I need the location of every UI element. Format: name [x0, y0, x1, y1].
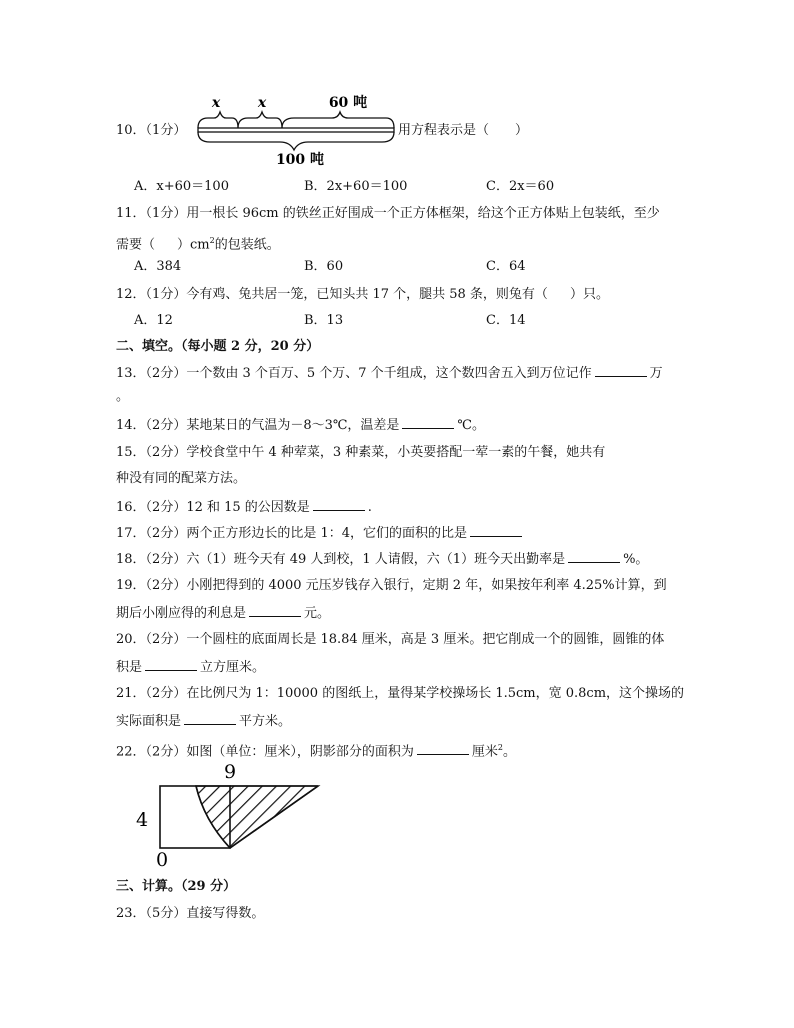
q20-answer-blank[interactable]	[145, 658, 197, 671]
q22-answer-blank[interactable]	[417, 742, 469, 755]
q10-tail: 用方程表示是（ ）	[398, 123, 529, 138]
q22-label-0: 0	[155, 849, 169, 870]
q16-answer-blank[interactable]	[313, 498, 365, 511]
q14-line: 14．（2分）某地某日的气温为－8～3℃，温差是 ℃。	[116, 418, 485, 433]
q10-number: 10．（1分）	[116, 123, 187, 138]
q12-option-c[interactable]: C．14	[486, 313, 526, 328]
q11-option-a[interactable]: A．384	[134, 259, 182, 274]
q10-option-b[interactable]: B．2x+60＝100	[304, 179, 408, 194]
q12-option-a[interactable]: A．12	[134, 313, 173, 328]
q21-line1: 21．（2分）在比例尺为 1：10000 的图纸上，量得某学校操场长 1.5cm，宽 0.8cm，这个操场的	[116, 686, 685, 701]
q21-answer-blank[interactable]	[184, 712, 236, 725]
q10-option-a[interactable]: A．x+60＝100	[134, 179, 229, 194]
q12-option-b[interactable]: B．13	[304, 313, 344, 328]
q19-answer-blank[interactable]	[249, 604, 301, 617]
q22-label-9: 9	[223, 761, 237, 783]
q10-x1-label: x	[211, 95, 221, 111]
q11-option-b[interactable]: B．60	[304, 259, 344, 274]
q13-answer-blank[interactable]	[595, 364, 647, 377]
q10-100-label: 100 吨	[275, 152, 325, 168]
q18-line: 18．（2分）六（1）班今天有 49 人到校，1 人请假，六（1）班今天出勤率是 %。	[116, 552, 649, 567]
section-2-heading: 二、填空。（每小题 2 分，20 分）	[116, 339, 320, 354]
q11-option-c[interactable]: C．64	[486, 259, 526, 274]
q17-line: 17．（2分）两个正方形边长的比是 1：4，它们的面积的比是	[116, 524, 525, 543]
q18-answer-blank[interactable]	[568, 550, 620, 563]
q21-line2: 实际面积是 平方米。	[116, 714, 292, 729]
q15-line1: 15．（2分）学校食堂中午 4 种荤菜，3 种素菜，小英要搭配一荤一素的午餐，她共有	[116, 445, 606, 460]
q14-answer-blank[interactable]	[402, 416, 454, 429]
q20-line2: 积是 立方厘米。	[116, 660, 266, 675]
q15-line2: 种没有同的配菜方法。	[116, 471, 247, 486]
section-3-heading: 三、计算。（29 分）	[116, 879, 237, 894]
q11-line1: 11．（1分）用一根长 96cm 的铁丝正好围成一个正方体框架，给这个正方体贴上包装纸，至少	[116, 206, 660, 221]
q13-line2: 。	[116, 389, 130, 404]
q22-figure	[132, 760, 324, 870]
q10-x2-label: x	[257, 95, 267, 111]
q23-line: 23．（5分）直接写得数。	[116, 906, 265, 921]
q20-line1: 20．（2分）一个圆柱的底面周长是 18.84 厘米，高是 3 厘米。把它削成一个的圆锥，圆锥的体	[116, 632, 665, 647]
q22-label-4: 4	[135, 809, 149, 831]
q19-line2: 期后小刚应得的利息是 元。	[116, 606, 331, 621]
q22-shaded-region	[196, 786, 318, 848]
q10-bar-diagram	[194, 92, 400, 168]
q10-60-label: 60 吨	[328, 95, 368, 111]
q17-answer-blank[interactable]	[470, 524, 522, 537]
q10-option-c[interactable]: C．2x＝60	[486, 179, 555, 194]
q13-line1: 13．（2分）一个数由 3 个百万、5 个万、7 个千组成，这个数四舍五入到万位记作 万	[116, 366, 663, 381]
q19-line1: 19．（2分）小刚把得到的 4000 元压岁钱存入银行，定期 2 年，如果按年利率 4.25%计算，到	[116, 578, 667, 593]
q22-line: 22．（2分）如图（单位：厘米），阴影部分的面积为 厘米$^2$。	[116, 743, 516, 760]
q16-line: 16．（2分）12 和 15 的公因数是 .	[116, 500, 372, 515]
q11-line2: 需要（ ）$cm^2$的包装纸。	[116, 236, 280, 253]
q12-line1: 12．（1分）今有鸡、兔共居一笼，已知头共 17 个，腿共 58 条，则兔有（ ）只。	[116, 287, 609, 302]
